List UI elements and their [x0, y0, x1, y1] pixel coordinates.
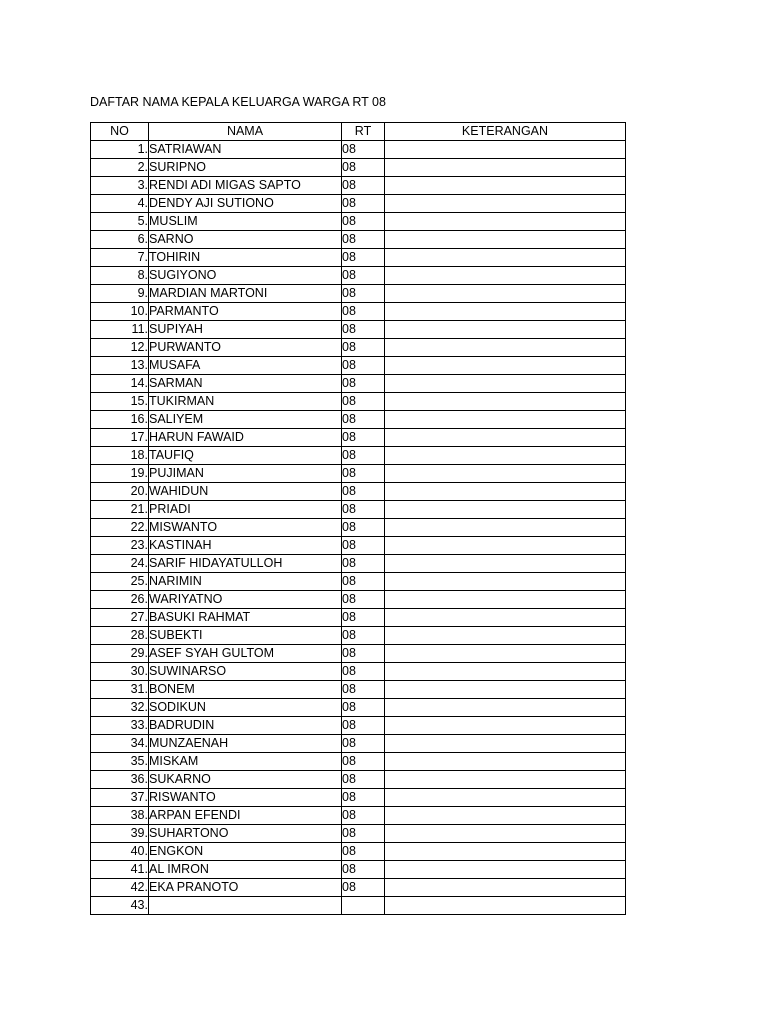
- cell-no: 5.: [91, 213, 149, 231]
- table-row: [91, 285, 626, 303]
- table-row: [91, 735, 626, 753]
- cell-no: 14.: [91, 375, 149, 393]
- cell-no: 3.: [91, 177, 149, 195]
- cell-rt: 08: [342, 231, 385, 249]
- cell-nama: WAHIDUN: [149, 483, 342, 501]
- cell-nama: SATRIAWAN: [149, 141, 342, 159]
- table-row: [91, 681, 626, 699]
- table-row: [91, 861, 626, 879]
- cell-nama: SURIPNO: [149, 159, 342, 177]
- cell-nama: HARUN FAWAID: [149, 429, 342, 447]
- cell-no: 7.: [91, 249, 149, 267]
- cell-nama: SARNO: [149, 231, 342, 249]
- cell-no: 21.: [91, 501, 149, 519]
- cell-rt: 08: [342, 429, 385, 447]
- cell-nama: PRIADI: [149, 501, 342, 519]
- cell-nama: SUPIYAH: [149, 321, 342, 339]
- cell-rt: 08: [342, 501, 385, 519]
- cell-rt: 08: [342, 375, 385, 393]
- cell-keterangan: [385, 663, 626, 681]
- cell-keterangan: [385, 357, 626, 375]
- cell-nama: SARIF HIDAYATULLOH: [149, 555, 342, 573]
- cell-nama: WARIYATNO: [149, 591, 342, 609]
- cell-no: 23.: [91, 537, 149, 555]
- cell-no: 13.: [91, 357, 149, 375]
- cell-no: 25.: [91, 573, 149, 591]
- cell-rt: 08: [342, 825, 385, 843]
- document-title: DAFTAR NAMA KEPALA KELUARGA WARGA RT 08: [90, 95, 386, 109]
- cell-no: 10.: [91, 303, 149, 321]
- cell-keterangan: [385, 753, 626, 771]
- cell-nama: AL IMRON: [149, 861, 342, 879]
- cell-keterangan: [385, 393, 626, 411]
- table-row: [91, 807, 626, 825]
- cell-nama: TOHIRIN: [149, 249, 342, 267]
- cell-nama: SUWINARSO: [149, 663, 342, 681]
- table-row: [91, 573, 626, 591]
- cell-no: 22.: [91, 519, 149, 537]
- cell-no: 28.: [91, 627, 149, 645]
- cell-no: 34.: [91, 735, 149, 753]
- cell-no: 27.: [91, 609, 149, 627]
- table-row: [91, 213, 626, 231]
- cell-keterangan: [385, 321, 626, 339]
- cell-no: 37.: [91, 789, 149, 807]
- table-row: [91, 339, 626, 357]
- cell-keterangan: [385, 303, 626, 321]
- cell-nama: SUHARTONO: [149, 825, 342, 843]
- cell-keterangan: [385, 609, 626, 627]
- cell-keterangan: [385, 555, 626, 573]
- table-row: [91, 303, 626, 321]
- cell-nama: EKA PRANOTO: [149, 879, 342, 897]
- table-row: [91, 825, 626, 843]
- cell-keterangan: [385, 897, 626, 915]
- table-row: [91, 375, 626, 393]
- cell-nama: BONEM: [149, 681, 342, 699]
- cell-rt: 08: [342, 681, 385, 699]
- cell-no: 17.: [91, 429, 149, 447]
- cell-keterangan: [385, 717, 626, 735]
- cell-nama: PUJIMAN: [149, 465, 342, 483]
- cell-nama: MUSLIM: [149, 213, 342, 231]
- cell-keterangan: [385, 249, 626, 267]
- cell-nama: BADRUDIN: [149, 717, 342, 735]
- cell-rt: 08: [342, 303, 385, 321]
- table-row: [91, 627, 626, 645]
- cell-rt: 08: [342, 411, 385, 429]
- cell-no: 8.: [91, 267, 149, 285]
- cell-keterangan: [385, 411, 626, 429]
- cell-keterangan: [385, 843, 626, 861]
- cell-keterangan: [385, 285, 626, 303]
- table-row: [91, 447, 626, 465]
- table-row: [91, 609, 626, 627]
- cell-no: 43.: [91, 897, 149, 915]
- cell-rt: 08: [342, 267, 385, 285]
- cell-no: 15.: [91, 393, 149, 411]
- cell-rt: 08: [342, 537, 385, 555]
- cell-keterangan: [385, 339, 626, 357]
- cell-rt: 08: [342, 483, 385, 501]
- table-row: [91, 267, 626, 285]
- cell-rt: 08: [342, 609, 385, 627]
- cell-no: 11.: [91, 321, 149, 339]
- table-row: [91, 771, 626, 789]
- cell-nama: TUKIRMAN: [149, 393, 342, 411]
- table-row: [91, 789, 626, 807]
- cell-rt: 08: [342, 627, 385, 645]
- cell-rt: 08: [342, 807, 385, 825]
- cell-rt: 08: [342, 645, 385, 663]
- cell-rt: 08: [342, 321, 385, 339]
- cell-nama: SUKARNO: [149, 771, 342, 789]
- cell-nama: MUNZAENAH: [149, 735, 342, 753]
- cell-keterangan: [385, 807, 626, 825]
- table-row: [91, 429, 626, 447]
- cell-rt: 08: [342, 843, 385, 861]
- cell-rt: 08: [342, 357, 385, 375]
- cell-no: 19.: [91, 465, 149, 483]
- header-rt: RT: [342, 123, 385, 141]
- cell-keterangan: [385, 699, 626, 717]
- cell-no: 42.: [91, 879, 149, 897]
- cell-no: 4.: [91, 195, 149, 213]
- table-row: [91, 699, 626, 717]
- cell-nama: ASEF SYAH GULTOM: [149, 645, 342, 663]
- cell-keterangan: [385, 735, 626, 753]
- cell-rt: 08: [342, 285, 385, 303]
- cell-nama: MISWANTO: [149, 519, 342, 537]
- cell-rt: 08: [342, 249, 385, 267]
- cell-rt: 08: [342, 789, 385, 807]
- cell-rt: 08: [342, 213, 385, 231]
- table-row: [91, 897, 626, 915]
- table-row: [91, 483, 626, 501]
- cell-keterangan: [385, 465, 626, 483]
- cell-rt: 08: [342, 393, 385, 411]
- cell-keterangan: [385, 825, 626, 843]
- cell-keterangan: [385, 141, 626, 159]
- cell-no: 35.: [91, 753, 149, 771]
- cell-rt: 08: [342, 573, 385, 591]
- cell-no: 32.: [91, 699, 149, 717]
- cell-nama: SALIYEM: [149, 411, 342, 429]
- table-row: [91, 501, 626, 519]
- cell-rt: 08: [342, 591, 385, 609]
- table-row: [91, 357, 626, 375]
- cell-keterangan: [385, 537, 626, 555]
- table-row: [91, 465, 626, 483]
- cell-no: 36.: [91, 771, 149, 789]
- cell-nama: NARIMIN: [149, 573, 342, 591]
- cell-nama: SUBEKTI: [149, 627, 342, 645]
- cell-keterangan: [385, 231, 626, 249]
- cell-nama: SARMAN: [149, 375, 342, 393]
- cell-no: 1.: [91, 141, 149, 159]
- cell-no: 9.: [91, 285, 149, 303]
- cell-rt: 08: [342, 663, 385, 681]
- cell-rt: 08: [342, 339, 385, 357]
- cell-keterangan: [385, 519, 626, 537]
- table-row: [91, 555, 626, 573]
- table-row: [91, 159, 626, 177]
- kepala-keluarga-table: [90, 122, 626, 915]
- cell-no: 39.: [91, 825, 149, 843]
- table-row: [91, 663, 626, 681]
- table-body: [91, 141, 626, 915]
- table-row: [91, 717, 626, 735]
- table-row: [91, 645, 626, 663]
- cell-no: 20.: [91, 483, 149, 501]
- cell-keterangan: [385, 627, 626, 645]
- cell-rt: 08: [342, 861, 385, 879]
- cell-rt: 08: [342, 753, 385, 771]
- cell-no: 12.: [91, 339, 149, 357]
- cell-rt: 08: [342, 177, 385, 195]
- cell-rt: 08: [342, 879, 385, 897]
- cell-no: 33.: [91, 717, 149, 735]
- cell-no: 31.: [91, 681, 149, 699]
- cell-keterangan: [385, 213, 626, 231]
- cell-nama: RISWANTO: [149, 789, 342, 807]
- table-row: [91, 753, 626, 771]
- cell-rt: 08: [342, 159, 385, 177]
- cell-keterangan: [385, 195, 626, 213]
- table-row: [91, 519, 626, 537]
- cell-keterangan: [385, 483, 626, 501]
- cell-no: 38.: [91, 807, 149, 825]
- cell-keterangan: [385, 573, 626, 591]
- cell-no: 6.: [91, 231, 149, 249]
- table-row: [91, 393, 626, 411]
- cell-no: 30.: [91, 663, 149, 681]
- header-no: NO: [91, 123, 149, 141]
- cell-nama: MARDIAN MARTONI: [149, 285, 342, 303]
- cell-nama: PURWANTO: [149, 339, 342, 357]
- table-row: [91, 231, 626, 249]
- table-row: [91, 321, 626, 339]
- cell-nama: ARPAN EFENDI: [149, 807, 342, 825]
- cell-nama: DENDY AJI SUTIONO: [149, 195, 342, 213]
- cell-rt: 08: [342, 717, 385, 735]
- cell-rt: 08: [342, 771, 385, 789]
- table-row: [91, 537, 626, 555]
- cell-keterangan: [385, 591, 626, 609]
- cell-keterangan: [385, 879, 626, 897]
- cell-rt: 08: [342, 699, 385, 717]
- cell-nama: BASUKI RAHMAT: [149, 609, 342, 627]
- header-keterangan: KETERANGAN: [385, 123, 626, 141]
- cell-nama: SUGIYONO: [149, 267, 342, 285]
- cell-nama: KASTINAH: [149, 537, 342, 555]
- cell-keterangan: [385, 429, 626, 447]
- cell-nama: [149, 897, 342, 915]
- cell-rt: 08: [342, 735, 385, 753]
- cell-nama: TAUFIQ: [149, 447, 342, 465]
- cell-no: 2.: [91, 159, 149, 177]
- cell-no: 24.: [91, 555, 149, 573]
- cell-no: 29.: [91, 645, 149, 663]
- cell-keterangan: [385, 375, 626, 393]
- cell-no: 18.: [91, 447, 149, 465]
- table-row: [91, 411, 626, 429]
- cell-keterangan: [385, 681, 626, 699]
- cell-no: 16.: [91, 411, 149, 429]
- cell-rt: 08: [342, 465, 385, 483]
- cell-keterangan: [385, 789, 626, 807]
- cell-no: 41.: [91, 861, 149, 879]
- cell-rt: 08: [342, 555, 385, 573]
- table-row: [91, 141, 626, 159]
- cell-rt: 08: [342, 447, 385, 465]
- cell-nama: MUSAFA: [149, 357, 342, 375]
- cell-keterangan: [385, 645, 626, 663]
- cell-keterangan: [385, 501, 626, 519]
- cell-nama: ENGKON: [149, 843, 342, 861]
- table-row: [91, 879, 626, 897]
- cell-keterangan: [385, 771, 626, 789]
- cell-keterangan: [385, 861, 626, 879]
- cell-keterangan: [385, 447, 626, 465]
- cell-rt: 08: [342, 141, 385, 159]
- table-row: [91, 591, 626, 609]
- table-row: [91, 195, 626, 213]
- table-header-row: [91, 123, 626, 141]
- cell-keterangan: [385, 267, 626, 285]
- header-nama: NAMA: [149, 123, 342, 141]
- cell-keterangan: [385, 159, 626, 177]
- cell-nama: RENDI ADI MIGAS SAPTO: [149, 177, 342, 195]
- cell-rt: 08: [342, 195, 385, 213]
- cell-rt: [342, 897, 385, 915]
- table-row: [91, 177, 626, 195]
- cell-rt: 08: [342, 519, 385, 537]
- cell-nama: SODIKUN: [149, 699, 342, 717]
- cell-keterangan: [385, 177, 626, 195]
- table-row: [91, 843, 626, 861]
- cell-nama: PARMANTO: [149, 303, 342, 321]
- cell-no: 26.: [91, 591, 149, 609]
- cell-nama: MISKAM: [149, 753, 342, 771]
- table-row: [91, 249, 626, 267]
- cell-no: 40.: [91, 843, 149, 861]
